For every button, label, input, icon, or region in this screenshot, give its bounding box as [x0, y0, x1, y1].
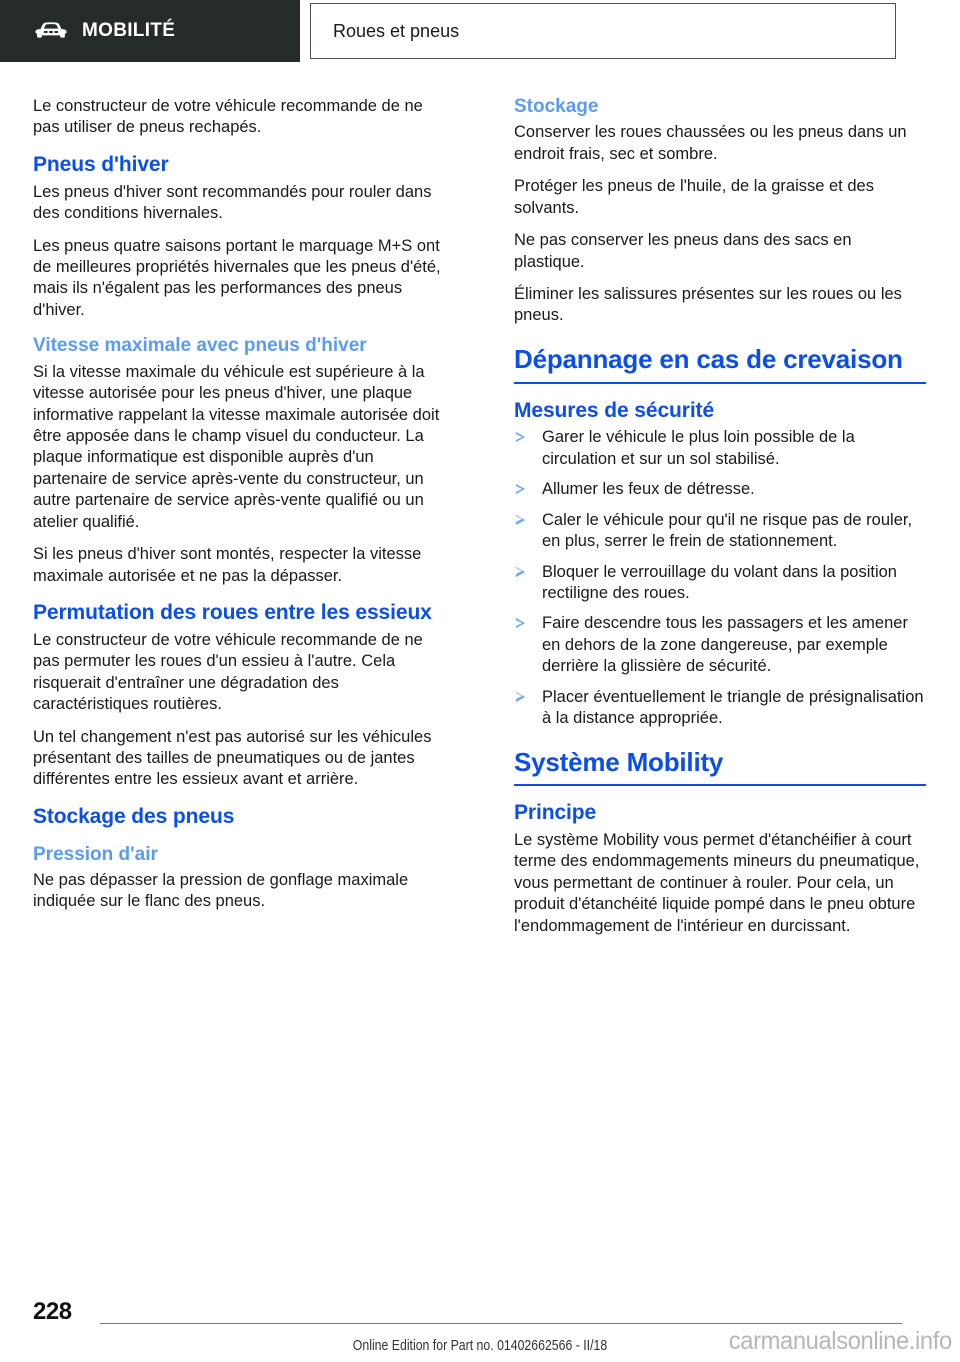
page-body: [0, 96, 960, 948]
title-divider: [514, 382, 926, 384]
topic-tab[interactable]: [310, 3, 896, 59]
subsection-heading-pression-dair: Pression d'air: [33, 843, 158, 865]
paragraph: Conserver les roues chaussées ou les pneus dans un endroit frais, sec et sombre.: [514, 123, 907, 163]
list-item-text: Placer éventuellement le triangle de présignalisation à la distance appropriée.: [542, 687, 924, 728]
subsection-heading-vitesse-maximale: Vitesse maximale avec pneus d'hiver: [33, 335, 367, 357]
page-header: [0, 0, 960, 66]
safety-bullet-list: [514, 427, 926, 729]
list-item: [514, 562, 926, 605]
left-column: [33, 96, 445, 948]
triangle-bullet-icon: [516, 432, 525, 442]
triangle-bullet-icon: [516, 692, 525, 702]
paragraph: Les pneus d'hiver sont recommandés pour rouler dans des conditions hivernales.: [33, 182, 432, 223]
watermark: carmanualsonline.info: [728, 1327, 952, 1355]
list-item: [514, 479, 926, 500]
right-column: [514, 96, 926, 948]
topic-label: Roues et pneus: [333, 20, 460, 41]
edition-note: Online Edition for Part no. 01402662566 - II/18: [352, 1337, 608, 1354]
paragraph: Le constructeur de votre véhicule recommande de ne pas utiliser de pneus rechapés.: [33, 97, 423, 137]
title-divider: [514, 784, 926, 786]
list-item: [514, 687, 926, 730]
list-item-text: Faire descendre tous les passagers et les amener en dehors de la zone dangereuse, par exemple derrière la glissière de sécurité.: [542, 614, 908, 676]
triangle-bullet-icon: [516, 567, 525, 577]
section-heading-principe: Principe: [514, 801, 597, 825]
list-item: [514, 427, 926, 470]
paragraph: Ne pas conserver les pneus dans des sacs en plastique.: [514, 231, 852, 271]
triangle-bullet-icon: [516, 618, 525, 628]
chapter-title-systeme-mobility: Système Mobility: [514, 746, 724, 777]
section-heading-permutation-des-roues: Permutation des roues entre les essieux: [33, 601, 432, 625]
paragraph: Un tel changement n'est pas autorisé sur les véhicules présentant des tailles de pneumatiques ou de jantes différentes entre les essieux avant et arrière.: [33, 727, 432, 789]
list-item-text: Bloquer le verrouillage du volant dans la position rectiligne des roues.: [542, 562, 897, 602]
paragraph: Éliminer les salissures présentes sur les roues ou les pneus.: [514, 285, 902, 325]
list-item-text: Allumer les feux de détresse.: [542, 480, 755, 499]
page-number: 228: [33, 1298, 72, 1325]
chapter-tab[interactable]: [0, 0, 300, 62]
list-item: [514, 510, 926, 553]
car-front-icon: [34, 20, 68, 42]
page-footer: [0, 1282, 960, 1362]
section-heading-pneus-dhiver: Pneus d'hiver: [33, 152, 169, 176]
footer-divider: [100, 1323, 902, 1324]
subsection-heading-stockage: Stockage: [514, 96, 599, 117]
list-item-text: Caler le véhicule pour qu'il ne risque pas de rouler, en plus, serrer le frein de stationnement.: [542, 510, 913, 551]
paragraph: Le système Mobility vous permet d'étanchéifier à court terme des endommagements mineurs du pneumatique, vous permettant de continuer à rouler. Pour cela, un produit d'étanchéité liquide pompé dans le pneu obture l'endommagement de l'intérieur en durcissant.: [514, 831, 920, 935]
section-heading-mesures-de-securite: Mesures de sécurité: [514, 398, 715, 422]
triangle-bullet-icon: [516, 484, 525, 494]
paragraph: Le constructeur de votre véhicule recommande de ne pas permuter les roues d'un essieu à l'autre. Cela risquerait d'entraîner une dégradation des caractéristiques routières.: [33, 630, 423, 714]
triangle-bullet-icon: [516, 515, 525, 525]
section-heading-stockage-des-pneus: Stockage des pneus: [33, 804, 235, 828]
chapter-title-depannage: Dépannage en cas de crevaison: [514, 343, 903, 374]
paragraph: Si les pneus d'hiver sont montés, respecter la vitesse maximale autorisée et ne pas la dépasser.: [33, 545, 422, 585]
chapter-label: MOBILITÉ: [82, 20, 176, 41]
paragraph: Si la vitesse maximale du véhicule est supérieure à la vitesse autorisée pour les pneus d'hiver, une plaque informative rappelant la vitesse maximale autorisée doit être apposée dans le champ visuel du conducteur. La plaque informatique est disponible auprès d'un partenaire de service après-vente du constructeur, un autre partenaire de service après-vente qualifié ou un atelier qualifié.: [33, 362, 440, 531]
paragraph: Les pneus quatre saisons portant le marquage M+S ont de meilleures propriétés hivernales que les pneus d'été, mais ils n'égalent pas les performances des pneus d'hiver.: [33, 236, 441, 319]
paragraph: Ne pas dépasser la pression de gonflage maximale indiquée sur le flanc des pneus.: [33, 871, 409, 911]
paragraph: Protéger les pneus de l'huile, de la graisse et des solvants.: [514, 177, 874, 217]
list-item: [514, 613, 926, 677]
list-item-text: Garer le véhicule le plus loin possible de la circulation et sur un sol stabilisé.: [542, 428, 855, 468]
